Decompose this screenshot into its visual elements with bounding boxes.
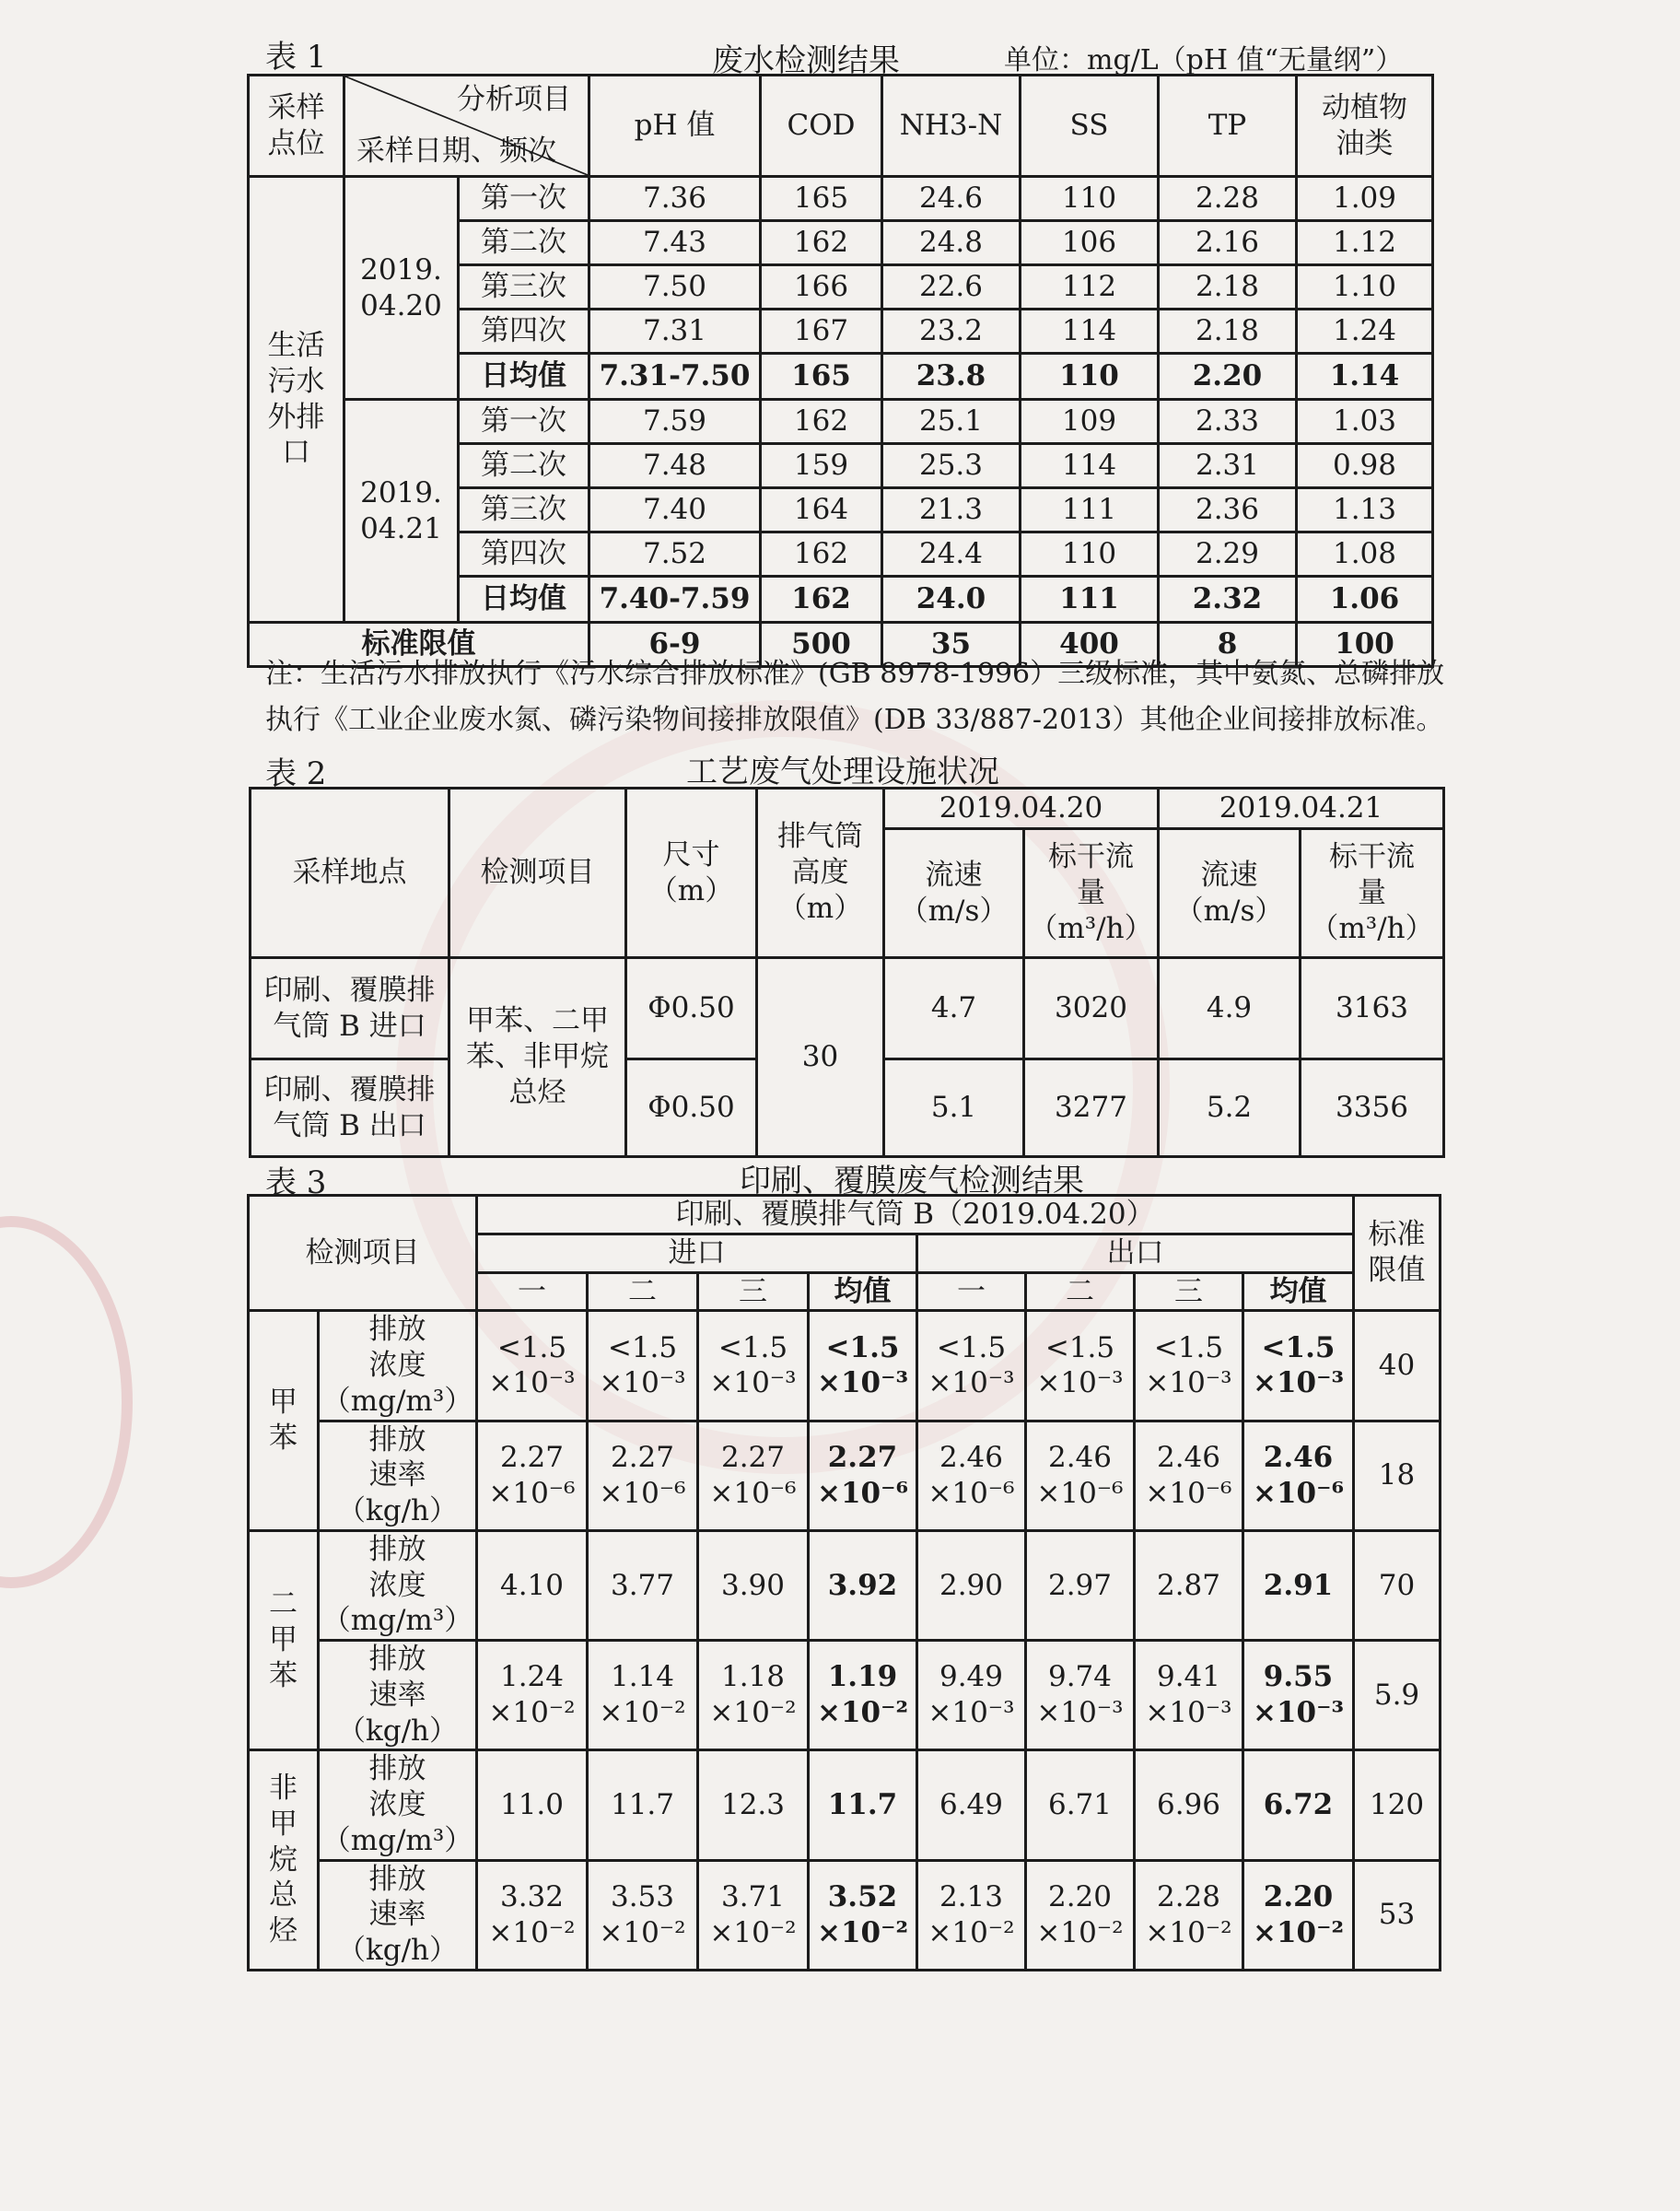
value-cell: <1.5 ×10⁻³ (1135, 1311, 1243, 1421)
value-cell: 7.48 (589, 444, 761, 488)
value-cell: 2.20 ×10⁻² (1026, 1860, 1135, 1970)
exhaust-results-table (247, 1194, 1441, 1971)
limit-value: 120 (1354, 1750, 1441, 1860)
value-cell: 9.41 ×10⁻³ (1135, 1641, 1243, 1750)
frequency-label: 第四次 (459, 532, 589, 577)
speed-header: 流速 （m/s） (1159, 829, 1301, 958)
value-cell: 0.98 (1297, 444, 1433, 488)
value-cell: 3.90 (698, 1530, 809, 1640)
site-header: 采样地点 (251, 789, 449, 958)
value-cell: <1.5 ×10⁻³ (477, 1311, 588, 1421)
value-cell: 1.24 (1297, 310, 1433, 354)
limit-label: 标准限值 (249, 623, 589, 667)
value-cell: 6.71 (1026, 1750, 1135, 1860)
value-cell: 3.53 ×10⁻² (588, 1860, 698, 1970)
stack-height: 30 (757, 958, 884, 1157)
table-row (249, 1311, 1441, 1421)
value-cell: 2.27 ×10⁻⁶ (809, 1421, 917, 1530)
value-cell: 2.28 ×10⁻² (1135, 1860, 1243, 1970)
speed-header: 流速 （m/s） (884, 829, 1024, 958)
value-cell: 3.52 ×10⁻² (809, 1860, 917, 1970)
value-cell: 110 (1021, 177, 1159, 221)
value-cell: 159 (761, 444, 882, 488)
flow-header: 标干流 量 （m³/h） (1024, 829, 1159, 958)
limit-value: 8 (1159, 623, 1297, 667)
table1-title: 废水检测结果 (712, 42, 900, 79)
value-cell: 2.16 (1159, 221, 1297, 265)
value-cell: 2.18 (1159, 265, 1297, 310)
value-cell: 2.33 (1159, 400, 1297, 444)
table-row (251, 958, 1444, 1059)
value-cell: 164 (761, 488, 882, 532)
sampling-date: 2019. 04.20 (344, 177, 459, 400)
stack-size: Φ0.50 (626, 1059, 757, 1157)
value-cell: 25.3 (882, 444, 1021, 488)
value-cell: 6.96 (1135, 1750, 1243, 1860)
table-row (249, 1750, 1441, 1860)
limit-value: 6-9 (589, 623, 761, 667)
size-header: 尺寸 （m） (626, 789, 757, 958)
run-header: 一 (477, 1272, 588, 1311)
parameter-label: 排放 浓度 （mg/m³） (319, 1311, 477, 1421)
value-cell: 2.90 (917, 1530, 1026, 1640)
limit-value: 18 (1354, 1421, 1441, 1530)
column-header: pH 值 (589, 76, 761, 177)
parameter-label: 排放 浓度 （mg/m³） (319, 1750, 477, 1860)
outlet-header: 出口 (917, 1234, 1354, 1272)
column-header: NH3-N (882, 76, 1021, 177)
red-seal-stamp (0, 1216, 133, 1588)
value-cell: 3020 (1024, 958, 1159, 1059)
value-cell: 2.97 (1026, 1530, 1135, 1640)
value-cell: 2.46 ×10⁻⁶ (1243, 1421, 1354, 1530)
limit-value: 400 (1021, 623, 1159, 667)
value-cell: 7.40-7.59 (589, 577, 761, 623)
sampling-site: 印刷、覆膜排 气筒 B 出口 (251, 1059, 449, 1157)
value-cell: 114 (1021, 310, 1159, 354)
value-cell: <1.5 ×10⁻³ (1026, 1311, 1135, 1421)
limit-value: 35 (882, 623, 1021, 667)
table-row (249, 177, 1433, 221)
analysis-item-label: 分析项目 (457, 83, 571, 116)
limit-value: 53 (1354, 1860, 1441, 1970)
value-cell: 109 (1021, 400, 1159, 444)
value-cell: 1.09 (1297, 177, 1433, 221)
table2-header-row (251, 789, 1444, 829)
value-cell: 3.32 ×10⁻² (477, 1860, 588, 1970)
value-cell: 4.7 (884, 958, 1024, 1059)
sampling-date: 2019. 04.21 (344, 400, 459, 623)
limit-value: 40 (1354, 1311, 1441, 1421)
frequency-label: 第二次 (459, 221, 589, 265)
table1-label: 表 1 (265, 39, 327, 76)
value-cell: 165 (761, 177, 882, 221)
value-cell: 111 (1021, 577, 1159, 623)
value-cell: 166 (761, 265, 882, 310)
value-cell: 3277 (1024, 1059, 1159, 1157)
parameter-label: 排放 速率 （kg/h） (319, 1421, 477, 1530)
item-header: 检测项目 (449, 789, 626, 958)
run-header: 三 (698, 1272, 809, 1311)
value-cell: 24.8 (882, 221, 1021, 265)
value-cell: 2.18 (1159, 310, 1297, 354)
value-cell: 9.74 ×10⁻³ (1026, 1641, 1135, 1750)
inlet-header: 进口 (477, 1234, 917, 1272)
value-cell: 110 (1021, 354, 1159, 400)
value-cell: 2.46 ×10⁻⁶ (1135, 1421, 1243, 1530)
value-cell: 1.06 (1297, 577, 1433, 623)
pollutant-name: 甲 苯 (249, 1311, 319, 1531)
value-cell: 7.31 (589, 310, 761, 354)
table1-note-line1: 注：生活污水排放执行《污水综合排放标准》(GB 8978-1996）三级标准，其中氨氮、总磷排放 (265, 658, 1445, 690)
value-cell: 2.46 ×10⁻⁶ (1026, 1421, 1135, 1530)
value-cell: 21.3 (882, 488, 1021, 532)
value-cell: 3.71 ×10⁻² (698, 1860, 809, 1970)
sampling-site: 印刷、覆膜排 气筒 B 进口 (251, 958, 449, 1059)
table1-header-row (249, 76, 1433, 177)
table-row (249, 1421, 1441, 1530)
value-cell: 25.1 (882, 400, 1021, 444)
table3-title: 印刷、覆膜废气检测结果 (740, 1163, 1084, 1199)
value-cell: 3356 (1301, 1059, 1444, 1157)
value-cell: 7.50 (589, 265, 761, 310)
date-header: 2019.04.20 (884, 789, 1159, 829)
date-frequency-label: 采样日期、频次 (356, 135, 556, 169)
value-cell: 2.36 (1159, 488, 1297, 532)
value-cell: 2.29 (1159, 532, 1297, 577)
value-cell: 7.36 (589, 177, 761, 221)
frequency-label: 第三次 (459, 488, 589, 532)
value-cell: 2.13 ×10⁻² (917, 1860, 1026, 1970)
value-cell: 1.12 (1297, 221, 1433, 265)
value-cell: 6.72 (1243, 1750, 1354, 1860)
frequency-label: 第四次 (459, 310, 589, 354)
value-cell: 7.31-7.50 (589, 354, 761, 400)
value-cell: 23.8 (882, 354, 1021, 400)
value-cell: 9.55 ×10⁻³ (1243, 1641, 1354, 1750)
value-cell: 22.6 (882, 265, 1021, 310)
item-header: 检测项目 (249, 1196, 477, 1311)
value-cell: 3.92 (809, 1530, 917, 1640)
limit-value: 100 (1297, 623, 1433, 667)
value-cell: 110 (1021, 532, 1159, 577)
value-cell: 1.14 (1297, 354, 1433, 400)
value-cell: 24.4 (882, 532, 1021, 577)
limit-value: 500 (761, 623, 882, 667)
value-cell: 1.14 ×10⁻² (588, 1641, 698, 1750)
parameter-label: 排放 速率 （kg/h） (319, 1641, 477, 1750)
site-header: 采样 点位 (249, 76, 344, 177)
run-header: 均值 (1243, 1272, 1354, 1311)
value-cell: 1.24 ×10⁻² (477, 1641, 588, 1750)
table-row (249, 1641, 1441, 1750)
table1-note-line2: 执行《工业企业废水氮、磷污染物间接排放限值》(DB 33/887-2013）其他企业间接排放标准。 (265, 704, 1444, 736)
height-header: 排气筒 高度 （m） (757, 789, 884, 958)
flow-header: 标干流 量 （m³/h） (1301, 829, 1444, 958)
frequency-label: 第一次 (459, 177, 589, 221)
site-name: 生活 污水 外排 口 (249, 177, 344, 623)
value-cell: 106 (1021, 221, 1159, 265)
value-cell: <1.5 ×10⁻³ (588, 1311, 698, 1421)
value-cell: 2.32 (1159, 577, 1297, 623)
frequency-label: 第一次 (459, 400, 589, 444)
value-cell: 7.52 (589, 532, 761, 577)
value-cell: 2.87 (1135, 1530, 1243, 1640)
value-cell: 11.0 (477, 1750, 588, 1860)
detection-items: 甲苯、二甲 苯、非甲烷 总烃 (449, 958, 626, 1157)
value-cell: 24.0 (882, 577, 1021, 623)
value-cell: <1.5 ×10⁻³ (917, 1311, 1026, 1421)
value-cell: <1.5 ×10⁻³ (1243, 1311, 1354, 1421)
table1-unit: 单位：mg/L（pH 值“无量纲”） (1004, 44, 1404, 76)
value-cell: 4.9 (1159, 958, 1301, 1059)
value-cell: 2.20 ×10⁻² (1243, 1860, 1354, 1970)
column-header: COD (761, 76, 882, 177)
value-cell: 2.46 ×10⁻⁶ (917, 1421, 1026, 1530)
value-cell: 11.7 (809, 1750, 917, 1860)
value-cell: 5.2 (1159, 1059, 1301, 1157)
table-row (249, 1860, 1441, 1970)
frequency-label: 日均值 (459, 577, 589, 623)
table2-label: 表 2 (265, 755, 327, 792)
value-cell: 4.10 (477, 1530, 588, 1640)
value-cell: 162 (761, 532, 882, 577)
column-header: 动植物 油类 (1297, 76, 1433, 177)
value-cell: 7.59 (589, 400, 761, 444)
frequency-label: 第二次 (459, 444, 589, 488)
exhaust-facility-table (249, 787, 1445, 1158)
run-header: 一 (917, 1272, 1026, 1311)
value-cell: 12.3 (698, 1750, 809, 1860)
run-header: 二 (588, 1272, 698, 1311)
value-cell: 6.49 (917, 1750, 1026, 1860)
table-row (249, 1530, 1441, 1640)
table3-header-row (249, 1196, 1441, 1234)
run-header: 均值 (809, 1272, 917, 1311)
value-cell: <1.5 ×10⁻³ (809, 1311, 917, 1421)
value-cell: 2.27 ×10⁻⁶ (698, 1421, 809, 1530)
value-cell: 2.28 (1159, 177, 1297, 221)
value-cell: 114 (1021, 444, 1159, 488)
value-cell: 1.13 (1297, 488, 1433, 532)
table2-title: 工艺废气处理设施状况 (686, 754, 999, 790)
value-cell: 165 (761, 354, 882, 400)
limit-value: 70 (1354, 1530, 1441, 1640)
value-cell: 2.27 ×10⁻⁶ (477, 1421, 588, 1530)
value-cell: 1.03 (1297, 400, 1433, 444)
value-cell: 23.2 (882, 310, 1021, 354)
value-cell: <1.5 ×10⁻³ (698, 1311, 809, 1421)
table-row (249, 400, 1433, 444)
column-header: SS (1021, 76, 1159, 177)
run-header: 三 (1135, 1272, 1243, 1311)
value-cell: 112 (1021, 265, 1159, 310)
date-header: 2019.04.21 (1159, 789, 1444, 829)
value-cell: 24.6 (882, 177, 1021, 221)
limit-value: 5.9 (1354, 1641, 1441, 1750)
value-cell: 5.1 (884, 1059, 1024, 1157)
pollutant-name: 非 甲 烷 总 烃 (249, 1750, 319, 1971)
parameter-label: 排放 速率 （kg/h） (319, 1860, 477, 1970)
frequency-label: 第三次 (459, 265, 589, 310)
value-cell: 162 (761, 400, 882, 444)
column-header: TP (1159, 76, 1297, 177)
run-header: 二 (1026, 1272, 1135, 1311)
value-cell: 11.7 (588, 1750, 698, 1860)
table3-label: 表 3 (265, 1164, 327, 1201)
wastewater-results-table (247, 74, 1434, 668)
value-cell: 1.08 (1297, 532, 1433, 577)
value-cell: 1.19 ×10⁻² (809, 1641, 917, 1750)
frequency-label: 日均值 (459, 354, 589, 400)
value-cell: 162 (761, 577, 882, 623)
value-cell: 2.91 (1243, 1530, 1354, 1640)
value-cell: 1.18 ×10⁻² (698, 1641, 809, 1750)
value-cell: 3163 (1301, 958, 1444, 1059)
value-cell: 162 (761, 221, 882, 265)
value-cell: 7.43 (589, 221, 761, 265)
value-cell: 7.40 (589, 488, 761, 532)
diagonal-header-cell (344, 76, 589, 177)
value-cell: 111 (1021, 488, 1159, 532)
value-cell: 2.27 ×10⁻⁶ (588, 1421, 698, 1530)
value-cell: 2.20 (1159, 354, 1297, 400)
parameter-label: 排放 浓度 （mg/m³） (319, 1530, 477, 1640)
stack-header: 印刷、覆膜排气筒 B（2019.04.20） (477, 1196, 1354, 1234)
pollutant-name: 二 甲 苯 (249, 1530, 319, 1750)
stack-size: Φ0.50 (626, 958, 757, 1059)
value-cell: 1.10 (1297, 265, 1433, 310)
limit-header: 标准 限值 (1354, 1196, 1441, 1311)
value-cell: 2.31 (1159, 444, 1297, 488)
value-cell: 9.49 ×10⁻³ (917, 1641, 1026, 1750)
value-cell: 167 (761, 310, 882, 354)
value-cell: 3.77 (588, 1530, 698, 1640)
